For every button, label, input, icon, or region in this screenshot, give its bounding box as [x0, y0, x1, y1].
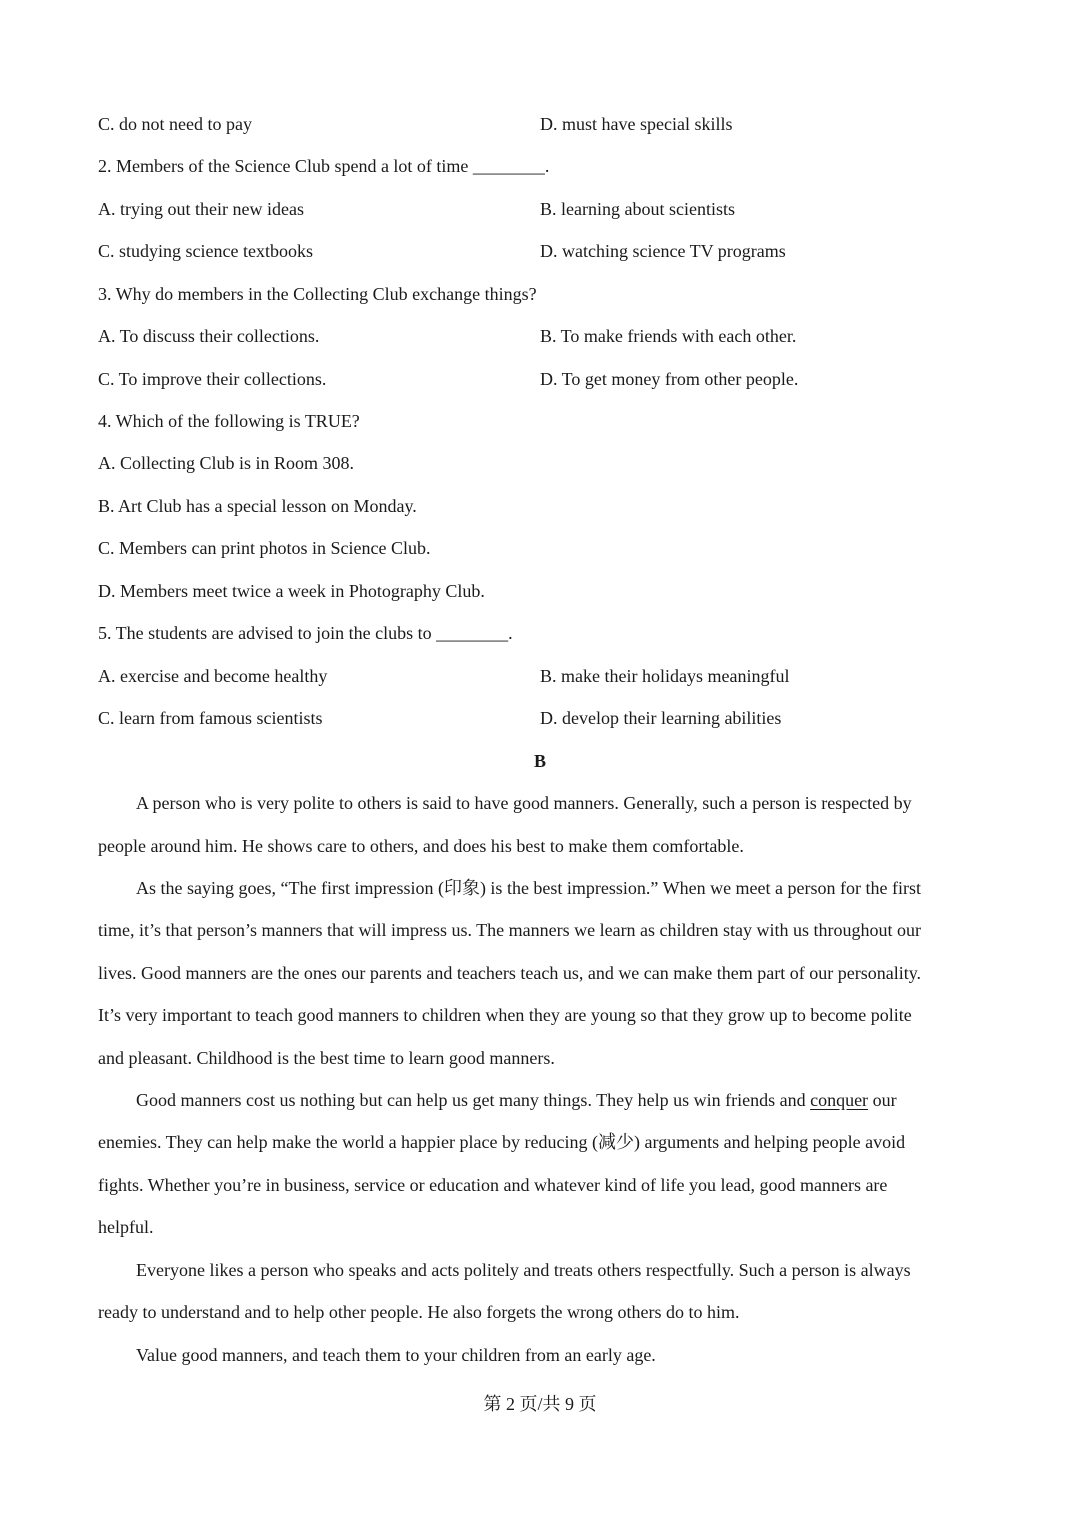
paragraph-5-line-1: Value good manners, and teach them to your children from an early age.: [136, 1345, 656, 1365]
paragraph-3-text-after: our: [868, 1090, 897, 1110]
q3-stem: 3. Why do members in the Collecting Club exchange things?: [98, 284, 537, 304]
paragraph-2-line-5: and pleasant. Childhood is the best time to learn good manners.: [98, 1048, 555, 1068]
q3-option-d: D. To get money from other people.: [540, 369, 799, 389]
q5-option-d: D. develop their learning abilities: [540, 708, 782, 728]
q5-option-c: C. learn from famous scientists: [98, 708, 323, 728]
q4-option-d: D. Members meet twice a week in Photography Club.: [98, 581, 485, 601]
q3-option-b: B. To make friends with each other.: [540, 326, 797, 346]
passage-heading: B: [533, 751, 546, 771]
q4-option-c: C. Members can print photos in Science Club.: [98, 538, 431, 558]
paragraph-1-line-1: A person who is very polite to others is said to have good manners. Generally, such a person is respected by: [136, 793, 912, 813]
q1-option-c: C. do not need to pay: [98, 114, 252, 134]
q2-stem: 2. Members of the Science Club spend a lot of time ________.: [98, 156, 550, 176]
paragraph-3-line-4: helpful.: [98, 1217, 154, 1237]
q4-option-b: B. Art Club has a special lesson on Monday.: [98, 496, 417, 516]
q5-option-b: B. make their holidays meaningful: [540, 666, 790, 686]
q3-option-a: A. To discuss their collections.: [98, 326, 320, 346]
paragraph-3-text-before: Good manners cost us nothing but can help us get many things. They help us win friends and: [136, 1090, 811, 1110]
paragraph-4-line-1: Everyone likes a person who speaks and acts politely and treats others respectfully. Such a person is always: [136, 1260, 911, 1280]
q2-option-a: A. trying out their new ideas: [98, 199, 304, 219]
q1-option-d: D. must have special skills: [540, 114, 733, 134]
underlined-word: conquer: [810, 1090, 869, 1110]
paragraph-3-line-2: enemies. They can help make the world a happier place by reducing (减少) arguments and helping people avoid: [98, 1132, 906, 1152]
q5-option-a: A. exercise and become healthy: [98, 666, 328, 686]
paragraph-2-line-2: time, it’s that person’s manners that will impress us. The manners we learn as children stay with us throughout our: [98, 920, 922, 940]
paragraph-3-line-3: fights. Whether you’re in business, service or education and whatever kind of life you lead, good manners are: [98, 1175, 888, 1195]
q4-stem: 4. Which of the following is TRUE?: [98, 411, 360, 431]
paragraph-2-line-4: It’s very important to teach good manners to children when they are young so that they grow up to become polite: [98, 1005, 912, 1025]
paragraph-2-line-1: As the saying goes, “The first impression (印象) is the best impression.” When we meet a person for the first: [136, 878, 921, 898]
paragraph-4-line-2: ready to understand and to help other people. He also forgets the wrong others do to him.: [98, 1302, 740, 1322]
paragraph-3-line-1: [136, 1088, 897, 1112]
q4-option-a: A. Collecting Club is in Room 308.: [98, 453, 355, 473]
page-number-footer: 第 2 页/共 9 页: [483, 1394, 597, 1414]
paragraph-1-line-2: people around him. He shows care to others, and does his best to make them comfortable.: [98, 836, 744, 856]
q3-option-c: C. To improve their collections.: [98, 369, 327, 389]
q5-stem: 5. The students are advised to join the clubs to ________.: [98, 623, 513, 643]
q2-option-d: D. watching science TV programs: [540, 241, 786, 261]
q2-option-c: C. studying science textbooks: [98, 241, 313, 261]
paragraph-2-line-3: lives. Good manners are the ones our parents and teachers teach us, and we can make them part of our personality.: [98, 963, 922, 983]
q2-option-b: B. learning about scientists: [540, 199, 735, 219]
